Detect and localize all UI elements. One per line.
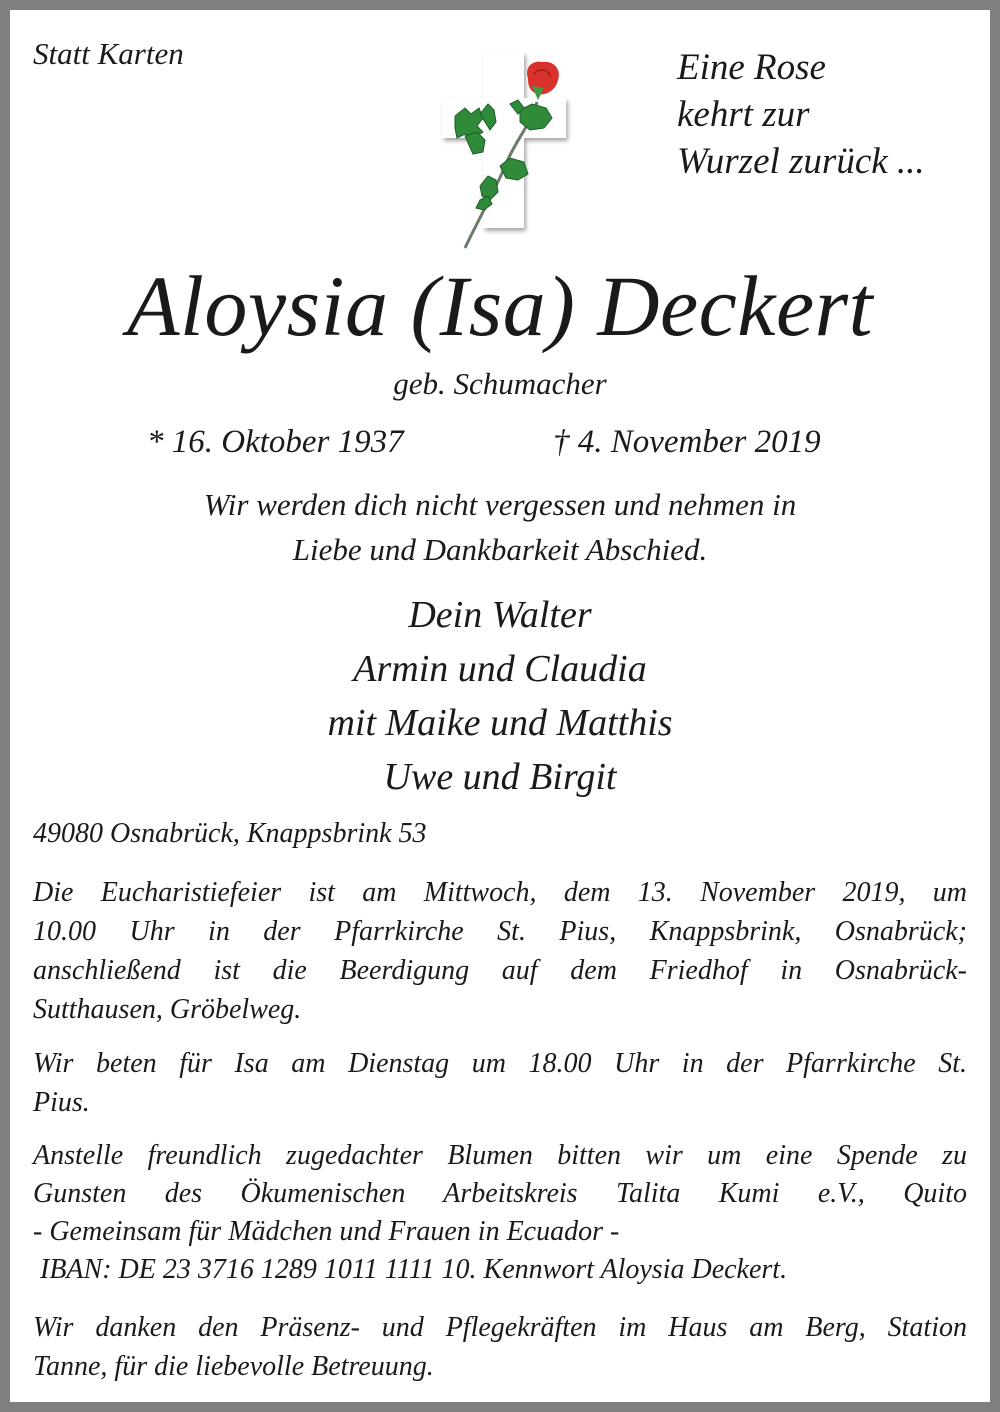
paragraph-line: Wir danken den Präsenz- und Pflegekräften im Haus am Berg, Station (33, 1312, 967, 1343)
poem-line: Wurzel zurück ... (677, 141, 925, 182)
thanks-paragraph (33, 1308, 967, 1386)
deceased-name: Aloysia (Isa) Deckert (127, 258, 873, 354)
poem (677, 44, 925, 185)
paragraph-line: - Gemeinsam für Mädchen und Frauen in Ecuador - (33, 1216, 620, 1247)
family-signatures (10, 588, 990, 804)
family-line: Dein Walter (408, 594, 592, 636)
paragraph-line: Pius. (33, 1087, 90, 1118)
family-address: 49080 Osnabrück, Knappsbrink 53 (33, 818, 427, 849)
paragraph-line: IBAN: DE 23 3716 1289 1011 1111 10. Kennwort Aloysia Deckert. (33, 1254, 788, 1285)
paragraph-line: Die Eucharistiefeier ist am Mittwoch, dem 13. November 2019, um (33, 877, 967, 908)
poem-line: Eine Rose (677, 47, 826, 88)
death-date: † 4. November 2019 (553, 424, 821, 460)
paragraph-line: Wir beten für Isa am Dienstag um 18.00 Uhr in der Pfarrkirche St. (33, 1048, 967, 1079)
paragraph-line: Anstelle freundlich zugedachter Blumen bitten wir um eine Spende zu (33, 1140, 967, 1171)
maiden-name: geb. Schumacher (393, 366, 607, 401)
paragraph-line: anschließend ist die Beerdigung auf dem Friedhof in Osnabrück- (33, 955, 967, 986)
funeral-service-paragraph (33, 873, 967, 1029)
rose-bloom (527, 62, 559, 100)
family-line: Uwe und Birgit (383, 756, 617, 798)
family-line: Armin und Claudia (353, 648, 647, 690)
prayer-paragraph (33, 1044, 967, 1122)
farewell-text (10, 482, 990, 572)
birth-date: * 16. Oktober 1937 (147, 424, 404, 460)
farewell-line: Liebe und Dankbarkeit Abschied. (292, 532, 708, 567)
paragraph-line: Gunsten des Ökumenischen Arbeitskreis Talita Kumi e.V., Quito (33, 1178, 967, 1209)
poem-line: kehrt zur (677, 94, 810, 135)
statt-karten-note: Statt Karten (33, 36, 184, 71)
paragraph-line: Sutthausen, Gröbelweg. (33, 994, 302, 1025)
paragraph-line: Tanne, für die liebevolle Betreuung. (33, 1351, 434, 1382)
farewell-line: Wir werden dich nicht vergessen und nehmen in (203, 487, 797, 522)
donation-paragraph (33, 1137, 967, 1289)
paragraph-line: 10.00 Uhr in der Pfarrkirche St. Pius, Knappsbrink, Osnabrück; (33, 916, 967, 947)
family-line: mit Maike und Matthis (327, 702, 673, 744)
cross-with-rose-icon (420, 36, 580, 256)
obituary-card (10, 10, 990, 1402)
